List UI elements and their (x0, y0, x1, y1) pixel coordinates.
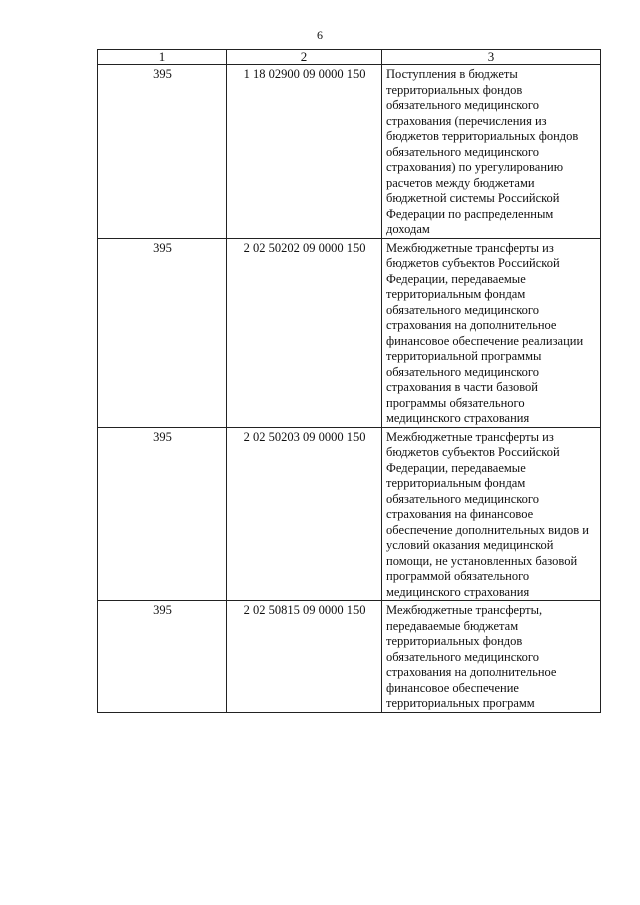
column-header-1: 1 (98, 50, 227, 65)
column-header-3: 3 (382, 50, 601, 65)
header-row (98, 50, 601, 65)
description-cell: Межбюджетные трансферты из бюджетов субъектов Российской Федерации, передаваемые территориальным фондам обязательного медицинского страхования на дополнительное финансовое обеспечение реализации территориальной программы обязательного медицинского страхования в части базовой программы обязательного медицинского страхования (382, 238, 601, 427)
description-cell: Межбюджетные трансферты из бюджетов субъектов Российской Федерации, передаваемые территориальным фондам обязательного медицинского страхования на финансовое обеспечение дополнительных видов и условий оказания медицинской помощи, не установленных базовой программой обязательного медицинского страхования (382, 427, 601, 601)
page-number: 6 (317, 28, 323, 42)
admin-code-cell: 395 (98, 601, 227, 713)
description-cell: Поступления в бюджеты территориальных фондов обязательного медицинского страхования (перечисления из бюджетов территориальных фондов обязательного медицинского страхования) по урегулированию расчетов между бюджетами бюджетной системы Российской Федерации по распределенным доходам (382, 65, 601, 239)
table-row (98, 427, 601, 601)
table-row (98, 238, 601, 427)
codes-table (97, 49, 601, 713)
admin-code-cell: 395 (98, 427, 227, 601)
budget-code-cell: 2 02 50202 09 0000 150 (227, 238, 382, 427)
budget-code-cell: 2 02 50815 09 0000 150 (227, 601, 382, 713)
admin-code-cell: 395 (98, 65, 227, 239)
table-row (98, 601, 601, 713)
column-header-2: 2 (227, 50, 382, 65)
table-row (98, 65, 601, 239)
admin-code-cell: 395 (98, 238, 227, 427)
budget-code-cell: 1 18 02900 09 0000 150 (227, 65, 382, 239)
budget-code-cell: 2 02 50203 09 0000 150 (227, 427, 382, 601)
description-cell: Межбюджетные трансферты, передаваемые бюджетам территориальных фондов обязательного медицинского страхования на дополнительное финансовое обеспечение территориальных программ (382, 601, 601, 713)
